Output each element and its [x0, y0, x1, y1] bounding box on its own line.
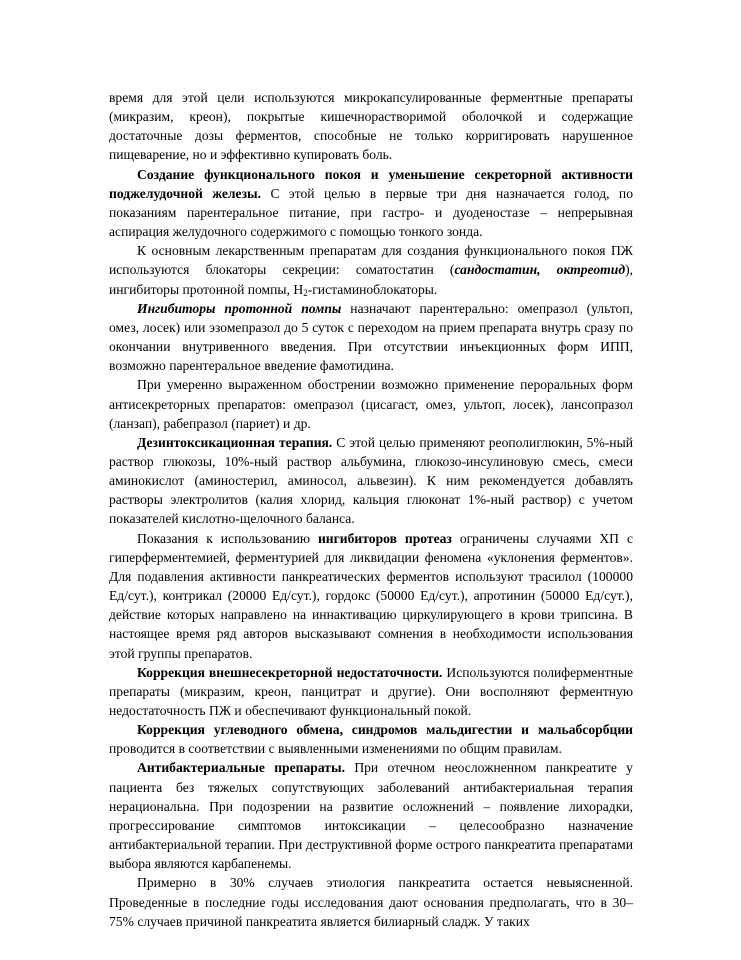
body-text: Используются полиферментные препараты (микразим, креон, панцитрат и другие). Они восполняют ферментную недостаточность ПЖ и обеспечивают функциональный покой.: [109, 664, 633, 718]
bold-heading-text: Дезинтоксикационная терапия.: [137, 434, 333, 450]
bold-heading-text: сандостатин, октреотид: [454, 262, 626, 278]
body-text: Примерно в 30% случаев этиология панкреатита остается невыясненной. Проведенные в последние годы исследования дают основания предполагать, что в 30–75% случаев причиной панкреатита является билиарный сладж. У таких: [109, 875, 633, 929]
paragraph: [109, 758, 633, 873]
paragraph: [109, 663, 633, 720]
body-text: При умеренно выраженном обострении возможно применение пероральных форм антисекреторных препаратов: омепразол (цисагаст, омез, ультоп, лосек), лансопразол (ланзап), рабепразол (париет) и др.: [109, 377, 633, 431]
body-text: проводится в соответствии с выявленными изменениями по общим правилам.: [109, 741, 562, 757]
paragraph: [109, 241, 633, 298]
bold-heading-text: Ингибиторы протонной помпы: [137, 300, 342, 316]
body-text: К основным лекарственным препаратам для создания функционального покоя ПЖ используются блокаторы секреции: соматостатин (: [109, 243, 633, 278]
bold-heading-text: Коррекция углеводного обмена, синдромов мальдигестии и мальабсорбции: [137, 722, 633, 738]
body-text: ограничены случаями ХП с гиперферментемией, ферментурией для ликвидации феномена «уклонения ферментов». Для подавления активности панкреатических ферментов используют трасилол (100000 Ед/сут.), контрикал (20000 Ед/сут.), гордокс (50000 Ед/сут.), апротинин (50000 Ед/сут.), действие которых направлено на иннактивацию циркулирующего в крови трипсина. В настоящее время ряд авторов высказывают сомнения в необходимости использования этой группы препаратов.: [109, 530, 633, 661]
body-text: назначают парентерально: омепразол (ультоп, омез, лосек) или эзомепразол до 5 суток с переходом на прием препарата внутрь сразу по окончании внутривенного введения. При отсутствии инъекционных форм ИПП, возможно парентеральное введение фамотидина.: [109, 300, 633, 374]
body-text: С этой целью в первые три дня назначается голод, по показаниям парентеральное питание, при гастро- и дуоденостазе – непрерывная аспирация желудочного содержимого с помощью тонкого зонда.: [109, 185, 633, 240]
paragraph: [109, 433, 633, 529]
body-text: ), ингибиторы протонной помпы, Н: [109, 262, 633, 297]
bold-heading-text: Антибактериальные препараты.: [137, 760, 345, 776]
body-text: -гистаминоблокаторы.: [307, 281, 438, 297]
paragraph: [109, 720, 633, 758]
body-text: С этой целью применяют реополиглюкин, 5%-ный раствор глюкозы, 10%-ный раствор альбумина, глюкозо-инсулиновую смесь, смеси аминокислот (аминостерил, аминосол, альвезин). К ним рекомендуется добавлять растворы электролитов (калия хлорид, кальция глюконат 1%-ный раствор) с учетом показателей кислотно-щелочного баланса.: [109, 434, 633, 527]
paragraph: [109, 299, 633, 376]
paragraph: [109, 873, 633, 930]
bold-heading-text: ингибиторов протеаз: [317, 530, 452, 546]
body-text: время для этой цели используются микрокапсулированные ферментные препараты (микразим, креон), покрытые кишечнорастворимой оболочкой и содержащие достаточные дозы ферментов, способные не только корригировать нарушенное пищеварение, но и эффективно купировать боль.: [109, 90, 633, 163]
paragraph: [109, 88, 633, 165]
paragraph: [109, 165, 633, 242]
body-text: Показания к использованию: [137, 530, 318, 546]
bold-heading-text: Коррекция внешнесекреторной недостаточности.: [137, 664, 443, 680]
subscript: 2: [303, 287, 308, 298]
body-text: При отечном неосложненном панкреатите у пациента без тяжелых сопутствующих заболеваний антибактериальная терапия нерациональна. При подозрении на развитие осложнений – появление лихорадки, прогрессирование симптомов интоксикации – целесообразно назначение антибактериальной терапии. При деструктивной форме острого панкреатита препаратами выбора являются карбапенемы.: [109, 760, 633, 872]
document-page: [109, 88, 633, 931]
paragraph: [109, 529, 633, 663]
bold-heading-text: Создание функционального покоя и уменьшение секреторной активности поджелудочной железы.: [109, 166, 633, 201]
paragraph: [109, 375, 633, 432]
